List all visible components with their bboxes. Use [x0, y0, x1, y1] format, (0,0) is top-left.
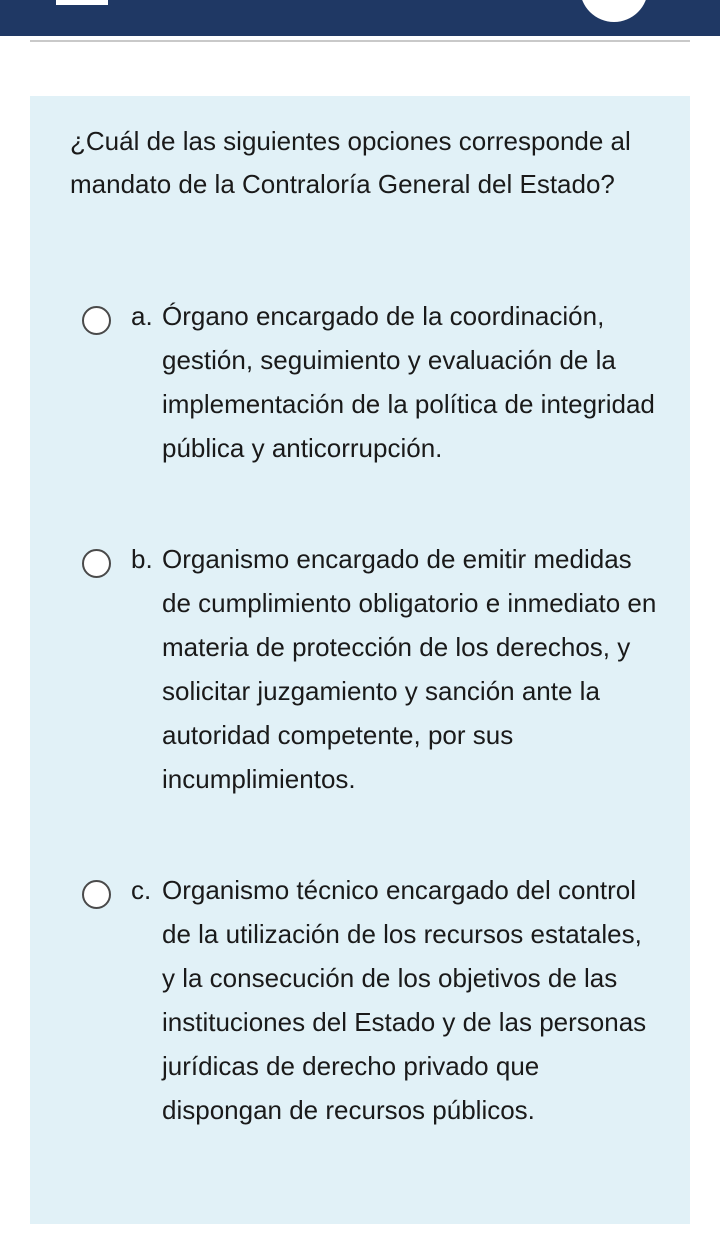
option-a[interactable] — [82, 294, 662, 470]
question-card — [30, 96, 690, 1224]
question-text: ¿Cuál de las siguientes opciones corresponde al mandato de la Contraloría General del Estado? — [70, 126, 631, 199]
option-text: Organismo encargado de emitir medidas de cumplimiento obligatorio e inmediato en materia de protección de los derechos, y solicitar juzgamiento y sanción ante la autoridad competente, por sus incumplimientos. — [162, 544, 657, 794]
radio-unchecked-icon[interactable] — [82, 880, 111, 909]
top-app-bar — [0, 0, 720, 36]
option-text: Organismo técnico encargado del control de la utilización de los recursos estatales, y la consecución de los objetivos de las instituciones del Estado y de las personas jurídicas de derecho privado que dispongan de recursos públicos. — [162, 875, 647, 1125]
option-letter: b. — [131, 544, 153, 574]
avatar[interactable] — [580, 0, 648, 22]
option-b[interactable] — [82, 537, 662, 801]
option-text: Órgano encargado de la coordinación, gestión, seguimiento y evaluación de la implementación de la política de integridad pública y anticorrupción. — [162, 301, 655, 463]
divider — [30, 40, 690, 42]
option-c[interactable] — [82, 868, 662, 1132]
option-letter: a. — [131, 301, 153, 331]
radio-unchecked-icon[interactable] — [82, 306, 111, 335]
option-letter: c. — [131, 875, 152, 905]
menu-icon[interactable] — [56, 0, 108, 5]
radio-unchecked-icon[interactable] — [82, 549, 111, 578]
